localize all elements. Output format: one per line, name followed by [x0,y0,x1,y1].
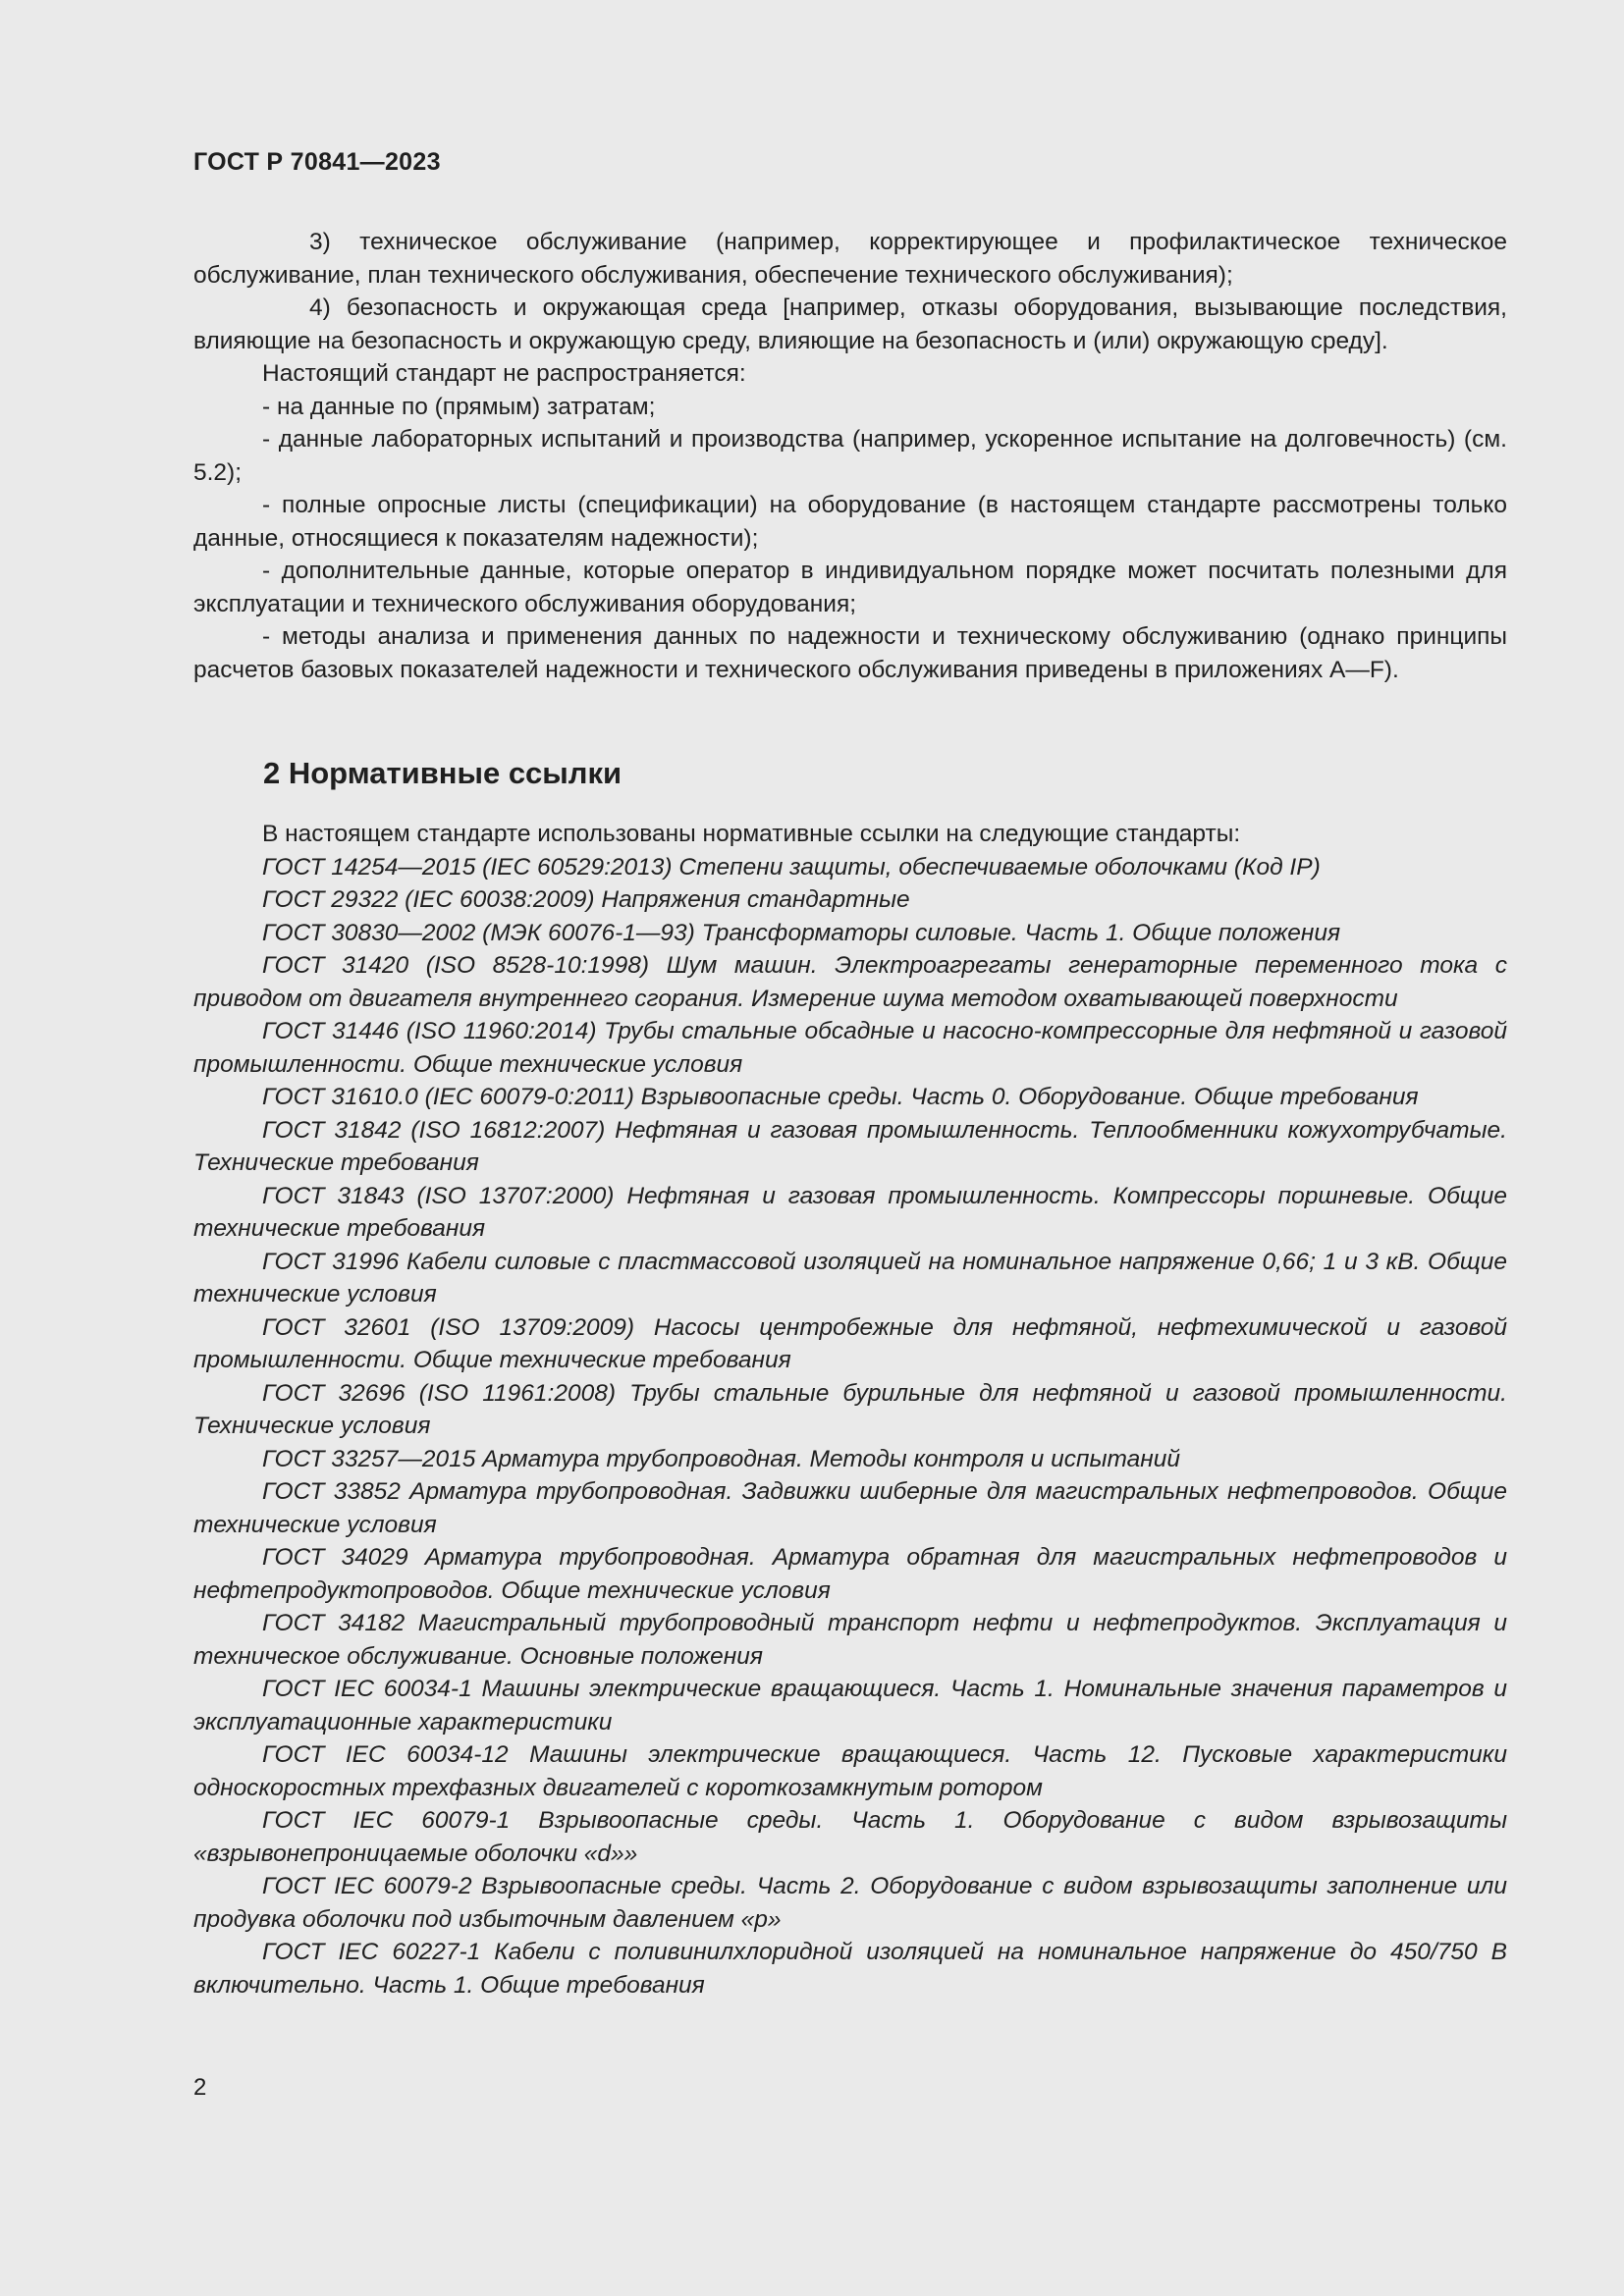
reference-item: ГОСТ 31996 Кабели силовые с пластмассовой изоляцией на номинальное напряжение 0,66; 1 и 3 кВ. Общие технические условия [193,1248,1507,1308]
reference-item: ГОСТ 32696 (ISO 11961:2008) Трубы стальные бурильные для нефтяной и газовой промышленности. Технические условия [193,1379,1507,1439]
reference-item: ГОСТ IEC 60034-12 Машины электрические вращающиеся. Часть 12. Пусковые характеристики односкоростных трехфазных двигателей с короткозамкнутым ротором [193,1741,1507,1801]
reference-item: ГОСТ IEC 60079-2 Взрывоопасные среды. Часть 2. Оборудование с видом взрывозащиты заполнение или продувка оболочки под избыточным давлением «р» [193,1873,1507,1933]
reference-item: ГОСТ 30830—2002 (МЭК 60076-1—93) Трансформаторы силовые. Часть 1. Общие положения [262,919,1341,946]
page-number: 2 [193,2074,207,2101]
section-title: 2 Нормативные ссылки [263,756,623,790]
paragraph-safety: 4) безопасность и окружающая среда [например, отказы оборудования, вызывающие последствия, влияющие на безопасность и окружающую среду, влияющие на безопасность и (или) окружающую среду]. [193,294,1507,354]
references-lead: В настоящем стандарте использованы нормативные ссылки на следующие стандарты: [262,821,1241,847]
reference-item: ГОСТ 31843 (ISO 13707:2000) Нефтяная и газовая промышленность. Компрессоры поршневые. Общие технические требования [193,1182,1507,1242]
reference-item: ГОСТ 32601 (ISO 13709:2009) Насосы центробежные для нефтяной, нефтехимической и газовой промышленности. Общие технические требования [193,1313,1507,1373]
reference-item: ГОСТ 14254—2015 (IEC 60529:2013) Степени защиты, обеспечиваемые оболочками (Код IP) [262,853,1321,881]
reference-item: ГОСТ 31842 (ISO 16812:2007) Нефтяная и газовая промышленность. Теплообменники кожухотрубчатые. Технические требования [193,1116,1507,1176]
reference-item: ГОСТ 31420 (ISO 8528-10:1998) Шум машин. Электроагрегаты генераторные переменного тока с приводом от двигателя внутреннего сгорания. Измерение шума методом охватывающей поверхности [193,952,1507,1012]
reference-item: ГОСТ 33852 Арматура трубопроводная. Задвижки шиберные для магистральных нефтепроводов. Общие технические условия [193,1478,1507,1538]
reference-item: ГОСТ 29322 (IEC 60038:2009) Напряжения стандартные [262,886,910,913]
exclusion-item: - данные лабораторных испытаний и производства (например, ускоренное испытание на долговечность) (см. 5.2); [193,426,1507,486]
paragraph-exclusions-lead: Настоящий стандарт не распространяется: [262,360,746,387]
exclusion-item: - дополнительные данные, которые оператор в индивидуальном порядке может посчитать полезными для эксплуатации и технического обслуживания оборудования; [193,558,1507,617]
reference-item: ГОСТ IEC 60227-1 Кабели с поливинилхлоридной изоляцией на номинальное напряжение до 450/750 В включительно. Часть 1. Общие требования [193,1939,1507,1999]
reference-item: ГОСТ 34182 Магистральный трубопроводный транспорт нефти и нефтепродуктов. Эксплуатация и техническое обслуживание. Основные положения [193,1610,1507,1670]
reference-item: ГОСТ 33257—2015 Арматура трубопроводная. Методы контроля и испытаний [262,1445,1180,1472]
reference-item: ГОСТ 34029 Арматура трубопроводная. Арматура обратная для магистральных нефтепроводов и нефтепродуктопроводов. Общие технические условия [193,1544,1507,1604]
references-list [193,818,1507,2002]
reference-item: ГОСТ IEC 60079-1 Взрывоопасные среды. Часть 1. Оборудование с видом взрывозащиты «взрывонепроницаемые оболочки «d»» [193,1807,1507,1867]
reference-item: ГОСТ 31610.0 (IEC 60079-0:2011) Взрывоопасные среды. Часть 0. Оборудование. Общие требования [262,1084,1419,1110]
paragraph-maintenance: 3) техническое обслуживание (например, корректирующее и профилактическое техническое обслуживание, план технического обслуживания, обеспечение технического обслуживания); [193,229,1507,289]
reference-item: ГОСТ IEC 60034-1 Машины электрические вращающиеся. Часть 1. Номинальные значения параметров и эксплуатационные характеристики [193,1676,1507,1735]
reference-item: ГОСТ 31446 (ISO 11960:2014) Трубы стальные обсадные и насосно-компрессорные для нефтяной и газовой промышленности. Общие технические условия [193,1018,1507,1078]
exclusion-item: - на данные по (прямым) затратам; [262,393,656,420]
exclusion-item: - методы анализа и применения данных по надежности и техническому обслуживанию (однако принципы расчетов базовых показателей надежности и технического обслуживания приведены в приложениях А—F). [193,623,1507,683]
document-header: ГОСТ Р 70841—2023 [193,148,441,176]
exclusion-item: - полные опросные листы (спецификации) на оборудование (в настоящем стандарте рассмотрены только данные, относящиеся к показателям надежности); [193,492,1507,552]
intro-text [193,226,1507,686]
